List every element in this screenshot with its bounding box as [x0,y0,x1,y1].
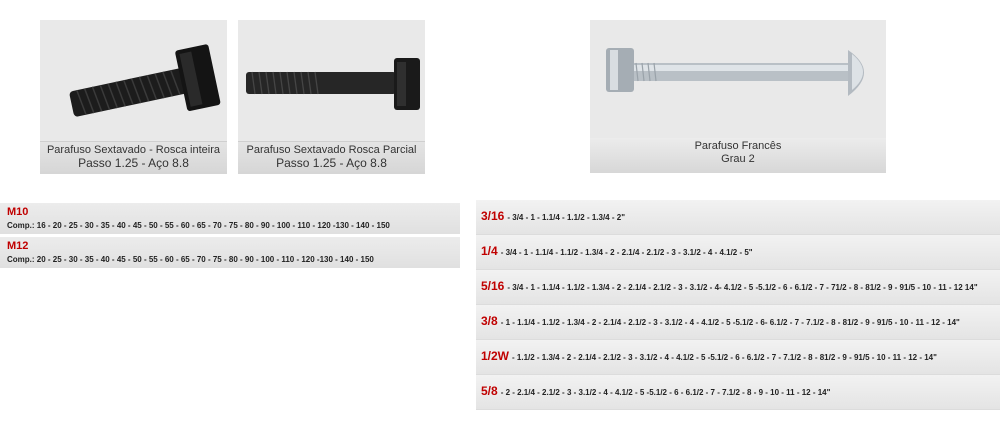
product-spec: Passo 1.25 - Aço 8.8 [276,156,387,170]
inch-row-1-4 [476,235,1000,270]
inch-lengths: - 3/4 - 1 - 1.1/4 - 1.1/2 - 1.3/4 - 2 - 2.1/4 - 2.1/2 - 3 - 3.1/2 - 4- 4.1/2 - 5 -5.1/2 - 6 - 6.1/2 - 7 - 71/2 - 8 - 81/2 - 9 - 91/5 - 10 - 11 - 12 14" [507,283,978,292]
product-caption [40,141,227,174]
product-name: Parafuso Sextavado Rosca Parcial [246,144,417,156]
inch-row-1-2w [476,340,1000,375]
metric-row-m10 [0,203,460,234]
inch-row-5-16 [476,270,1000,305]
metric-size: M12 [7,240,29,252]
product-name: Parafuso Sextavado - Rosca inteira [46,144,221,156]
inch-size: 5/8 [481,384,498,398]
inch-row-3-8 [476,305,1000,340]
product-card-hex-full-thread[interactable] [40,20,227,174]
carriage-bolt-image [590,20,886,140]
product-card-hex-partial-thread[interactable] [238,20,425,174]
metric-size: M10 [7,206,29,218]
inch-row-3-16 [476,200,1000,235]
product-caption [590,138,886,173]
inch-lengths: - 1.1/2 - 1.3/4 - 2 - 2.1/4 - 2.1/2 - 3 - 3.1/2 - 4 - 4.1/2 - 5 -5.1/2 - 6 - 6.1/2 - 7 - 7.1/2 - 8 - 81/2 - 9 - 91/5 - 10 - 11 - 12 - 14" [512,353,937,362]
inch-size: 1/4 [481,244,498,258]
inch-lengths: - 1 - 1.1/4 - 1.1/2 - 1.3/4 - 2 - 2.1/4 - 2.1/2 - 3 - 3.1/2 - 4 - 4.1/2 - 5 -5.1/2 - 6- 6.1/2 - 7 - 7.1/2 - 8 - 81/2 - 9 - 91/5 - 10 - 11 - 12 - 14" [500,318,960,327]
inch-size: 5/16 [481,279,505,293]
inch-size: 3/8 [481,314,498,328]
inch-size: 1/2W [481,349,510,363]
product-name: Parafuso Francês [694,140,782,152]
inch-size: 3/16 [481,209,505,223]
bolt-full-thread-image [40,20,227,144]
metric-lengths: Comp.: 16 - 20 - 25 - 30 - 35 - 40 - 45 - 50 - 55 - 60 - 65 - 70 - 75 - 80 - 90 - 100 - 110 - 120 -130 - 140 - 150 [7,221,390,230]
product-caption [238,141,425,174]
inch-lengths: - 2 - 2.1/4 - 2.1/2 - 3 - 3.1/2 - 4 - 4.1/2 - 5 -5.1/2 - 6 - 6.1/2 - 7 - 7.1/2 - 8 - 9 - 10 - 11 - 12 - 14" [500,388,831,397]
bolt-partial-thread-image [238,20,425,144]
inch-row-5-8 [476,375,1000,410]
product-spec: Grau 2 [721,153,755,165]
inch-lengths: - 3/4 - 1 - 1.1/4 - 1.1/2 - 1.3/4 - 2 - 2.1/4 - 2.1/2 - 3 - 3.1/2 - 4 - 4.1/2 - 5" [500,248,753,257]
inch-lengths: - 3/4 - 1 - 1.1/4 - 1.1/2 - 1.3/4 - 2" [507,213,625,222]
product-spec: Passo 1.25 - Aço 8.8 [78,156,189,170]
metric-lengths: Comp.: 20 - 25 - 30 - 35 - 40 - 45 - 50 - 55 - 60 - 65 - 70 - 75 - 80 - 90 - 100 - 110 - 120 -130 - 140 - 150 [7,255,374,264]
product-card-carriage-bolt[interactable] [590,20,886,173]
metric-row-m12 [0,237,460,268]
